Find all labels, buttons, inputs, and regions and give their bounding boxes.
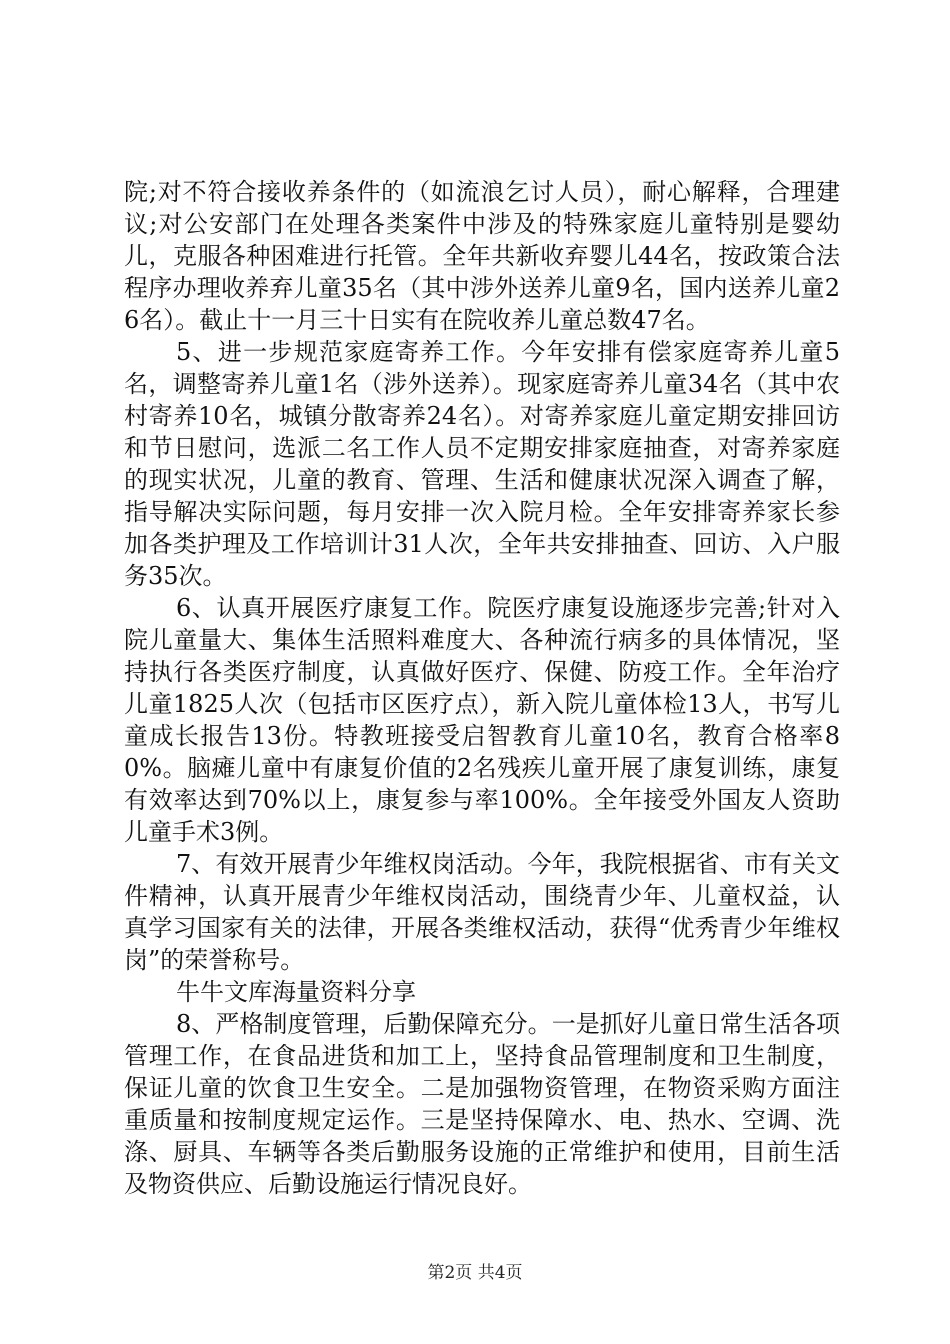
paragraph-item-8: 8、严格制度管理，后勤保障充分。一是抓好儿童日常生活各项管理工作，在食品进货和加工上，坚持食品管理制度和卫生制度，保证儿童的饮食卫生安全。二是加强物资管理，在物资采购方面注重质量和按制度规定运作。三是坚持保障水、电、热水、空调、洗涤、厨具、车辆等各类后勤服务设施的正常维护和使用，目前生活及物资供应、后勤设施运行情况良好。 — [124, 1010, 840, 1198]
page-number-footer: 第2页 共4页 — [427, 1263, 523, 1283]
paragraph-item-7: 7、有效开展青少年维权岗活动。今年，我院根据省、市有关文件精神，认真开展青少年维权岗活动，围绕青少年、儿童权益，认真学习国家有关的法律，开展各类维权活动，获得“优秀青少年维权岗”的荣誉称号。 — [124, 850, 840, 974]
document-body — [124, 176, 840, 1200]
paragraph-item-6: 6、认真开展医疗康复工作。院医疗康复设施逐步完善;针对入院儿童量大、集体生活照料难度大、各种流行病多的具体情况，坚持执行各类医疗制度，认真做好医疗、保健、防疫工作。全年治疗儿童1825人次（包括市区医疗点），新入院儿童体检13人，书写儿童成长报告13份。特教班接受启智教育儿童10名，教育合格率80%。脑瘫儿童中有康复价值的2名残疾儿童开展了康复训练，康复有效率达到70%以上，康复参与率100%。全年接受外国友人资助儿童手术3例。 — [124, 594, 840, 846]
watermark-line: 牛牛文库海量资料分享 — [176, 978, 416, 1006]
paragraph-continuation: 院;对不符合接收养条件的（如流浪乞讨人员），耐心解释，合理建议;对公安部门在处理各类案件中涉及的特殊家庭儿童特别是婴幼儿，克服各种困难进行托管。全年共新收弃婴儿44名，按政策合法程序办理收养弃儿童35名（其中涉外送养儿童9名，国内送养儿童26名）。截止十一月三十日实有在院收养儿童总数47名。 — [124, 178, 840, 334]
paragraph-item-5: 5、进一步规范家庭寄养工作。今年安排有偿家庭寄养儿童5名，调整寄养儿童1名（涉外送养）。现家庭寄养儿童34名（其中农村寄养10名，城镇分散寄养24名）。对寄养家庭儿童定期安排回访和节日慰问，选派二名工作人员不定期安排家庭抽查，对寄养家庭的现实状况，儿童的教育、管理、生活和健康状况深入调查了解，指导解决实际问题，每月安排一次入院月检。全年安排寄养家长参加各类护理及工作培训计31人次，全年共安排抽查、回访、入户服务35次。 — [124, 338, 840, 590]
